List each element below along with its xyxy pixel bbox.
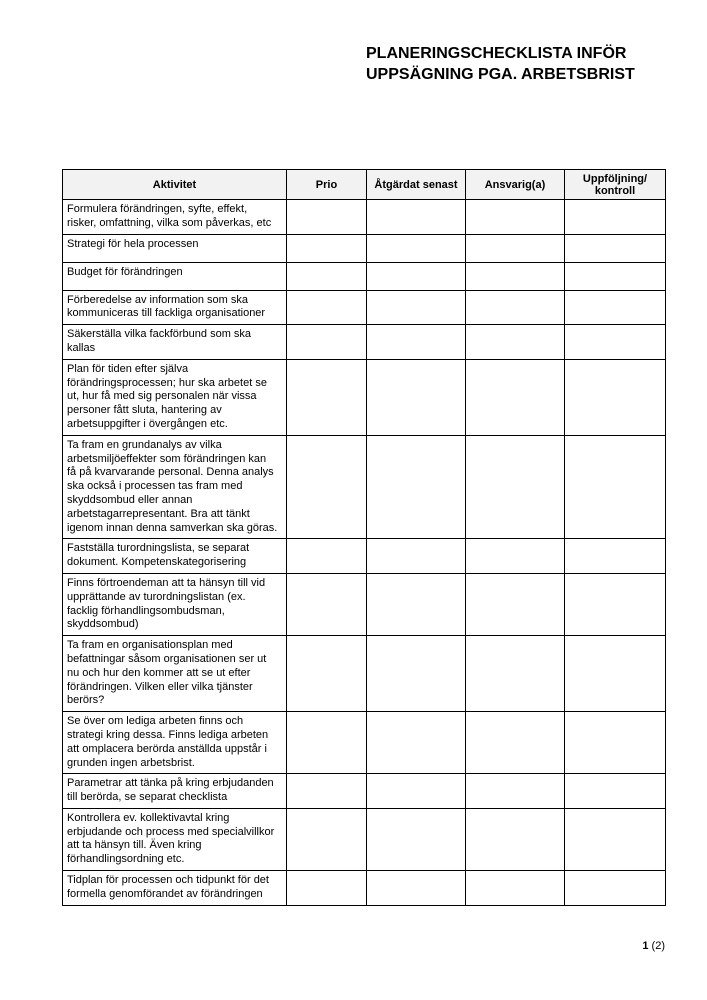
page-number	[62, 940, 665, 953]
uppfoljning-cell-empty[interactable]	[565, 290, 666, 325]
atgardat-cell-empty[interactable]	[367, 573, 466, 635]
document-title	[366, 43, 635, 85]
activity-cell	[63, 435, 287, 539]
prio-cell-empty[interactable]	[287, 871, 367, 906]
atgardat-cell-empty[interactable]	[367, 636, 466, 712]
table-row	[63, 262, 666, 290]
ansvarig-cell-empty[interactable]	[466, 573, 565, 635]
uppfoljning-cell-empty[interactable]	[565, 573, 666, 635]
activity-cell	[63, 539, 287, 574]
table-row	[63, 435, 666, 539]
page-number-total: (2)	[651, 940, 665, 952]
table-row	[63, 871, 666, 906]
activity-cell	[63, 712, 287, 774]
uppfoljning-cell-empty[interactable]	[565, 636, 666, 712]
atgardat-cell-empty[interactable]	[367, 774, 466, 809]
page-number-current: 1	[642, 940, 649, 952]
prio-cell-empty[interactable]	[287, 636, 367, 712]
uppfoljning-cell-empty[interactable]	[565, 808, 666, 870]
atgardat-cell-empty[interactable]	[367, 712, 466, 774]
activity-text: Se över om lediga arbeten finns och strategi kring dessa. Finns lediga arbeten att omplacera berörda anställda uppstår i grunden ingen arbetsbrist.	[67, 715, 269, 769]
uppfoljning-cell-empty[interactable]	[565, 774, 666, 809]
activity-cell	[63, 808, 287, 870]
table-row	[63, 573, 666, 635]
activity-text: Plan för tiden efter själva förändringsprocessen; hur ska arbetet se ut, hur få med sig personalen när vissa personer fått sluta, hantering av arbetsuppgifter i övergången etc.	[67, 362, 267, 430]
atgardat-cell-empty[interactable]	[367, 808, 466, 870]
activity-cell	[63, 200, 287, 235]
table-row	[63, 774, 666, 809]
header-uppfoljning-kontroll: Uppföljning/ kontroll	[565, 170, 666, 200]
activity-text: Säkerställa vilka fackförbund som ska kallas	[67, 328, 252, 354]
prio-cell-empty[interactable]	[287, 325, 367, 360]
ansvarig-cell-empty[interactable]	[466, 200, 565, 235]
atgardat-cell-empty[interactable]	[367, 234, 466, 262]
uppfoljning-cell-empty[interactable]	[565, 539, 666, 574]
uppfoljning-cell-empty[interactable]	[565, 325, 666, 360]
activity-cell	[63, 290, 287, 325]
ansvarig-cell-empty[interactable]	[466, 712, 565, 774]
ansvarig-cell-empty[interactable]	[466, 774, 565, 809]
header-aktivitet: Aktivitet	[63, 170, 287, 200]
ansvarig-cell-empty[interactable]	[466, 290, 565, 325]
prio-cell-empty[interactable]	[287, 774, 367, 809]
table-row	[63, 808, 666, 870]
table-header-row	[63, 170, 666, 200]
ansvarig-cell-empty[interactable]	[466, 435, 565, 539]
atgardat-cell-empty[interactable]	[367, 325, 466, 360]
activity-text: Parametrar att tänka på kring erbjudanden till berörda, se separat checklista	[67, 777, 274, 804]
uppfoljning-cell-empty[interactable]	[565, 200, 666, 235]
uppfoljning-cell-empty[interactable]	[565, 359, 666, 435]
prio-cell-empty[interactable]	[287, 290, 367, 325]
prio-cell-empty[interactable]	[287, 539, 367, 574]
activity-text: Ta fram en organisationsplan med befattningar såsom organisationen ser ut nu och hur den kommer att se ut efter förändringen. Vilken eller vilka tjänster berörs?	[67, 639, 267, 707]
atgardat-cell-empty[interactable]	[367, 871, 466, 906]
table-row	[63, 234, 666, 262]
activity-cell	[63, 636, 287, 712]
table-row	[63, 712, 666, 774]
table-row	[63, 200, 666, 235]
activity-text: Finns förtroendeman att ta hänsyn till vid upprättande av turordningslistan (ex. facklig förhandlingsombudsman, skyddsombud)	[67, 576, 266, 631]
activity-text: Budget för förändringen	[67, 265, 183, 278]
activity-cell	[63, 325, 287, 360]
header-ansvarig: Ansvarig(a)	[466, 170, 565, 200]
activity-cell	[63, 234, 287, 262]
table-row	[63, 636, 666, 712]
table-row	[63, 539, 666, 574]
activity-cell	[63, 871, 287, 906]
activity-text: Förberedelse av information som ska kommuniceras till fackliga organisationer	[67, 293, 266, 320]
title-line-2: UPPSÄGNING PGA. ARBETSBRIST	[366, 66, 635, 83]
ansvarig-cell-empty[interactable]	[466, 325, 565, 360]
activity-cell	[63, 573, 287, 635]
uppfoljning-cell-empty[interactable]	[565, 871, 666, 906]
activity-text: Kontrollera ev. kollektivavtal kring erbjudande och process med specialvillkor att ta hänsyn till. Även kring förhandlingsordning etc.	[67, 811, 275, 866]
activity-cell	[63, 774, 287, 809]
ansvarig-cell-empty[interactable]	[466, 636, 565, 712]
prio-cell-empty[interactable]	[287, 234, 367, 262]
activity-cell	[63, 359, 287, 435]
title-line-1: PLANERINGSCHECKLISTA INFÖR	[366, 45, 627, 62]
header-atgardat-senast: Åtgärdat senast	[367, 170, 466, 200]
table-row	[63, 325, 666, 360]
prio-cell-empty[interactable]	[287, 435, 367, 539]
prio-cell-empty[interactable]	[287, 200, 367, 235]
uppfoljning-cell-empty[interactable]	[565, 712, 666, 774]
table-row	[63, 359, 666, 435]
prio-cell-empty[interactable]	[287, 262, 367, 290]
uppfoljning-cell-empty[interactable]	[565, 262, 666, 290]
atgardat-cell-empty[interactable]	[367, 200, 466, 235]
prio-cell-empty[interactable]	[287, 359, 367, 435]
atgardat-cell-empty[interactable]	[367, 435, 466, 539]
checklist-table	[62, 169, 666, 906]
activity-text: Tidplan för processen och tidpunkt för det formella genomförandet av förändringen	[67, 874, 269, 900]
prio-cell-empty[interactable]	[287, 573, 367, 635]
atgardat-cell-empty[interactable]	[367, 290, 466, 325]
activity-text: Ta fram en grundanalys av vilka arbetsmiljöeffekter som förändringen kan få på kvarvarande personal. Denna analys ska också i processen tas fram med skyddsombud eller annan arbetstagarrepresentant. Bra att tänkt igenom innan denna samverkan ska göras.	[67, 438, 278, 534]
atgardat-cell-empty[interactable]	[367, 539, 466, 574]
activity-cell	[63, 262, 287, 290]
atgardat-cell-empty[interactable]	[367, 262, 466, 290]
ansvarig-cell-empty[interactable]	[466, 262, 565, 290]
ansvarig-cell-empty[interactable]	[466, 539, 565, 574]
prio-cell-empty[interactable]	[287, 808, 367, 870]
prio-cell-empty[interactable]	[287, 712, 367, 774]
table-row	[63, 290, 666, 325]
activity-text: Fastställa turordningslista, se separat dokument. Kompetenskategorisering	[67, 542, 250, 569]
ansvarig-cell-empty[interactable]	[466, 871, 565, 906]
uppfoljning-cell-empty[interactable]	[565, 435, 666, 539]
atgardat-cell-empty[interactable]	[367, 359, 466, 435]
ansvarig-cell-empty[interactable]	[466, 359, 565, 435]
ansvarig-cell-empty[interactable]	[466, 808, 565, 870]
uppfoljning-cell-empty[interactable]	[565, 234, 666, 262]
ansvarig-cell-empty[interactable]	[466, 234, 565, 262]
header-prio: Prio	[287, 170, 367, 200]
activity-text: Strategi för hela processen	[67, 237, 199, 250]
activity-text: Formulera förändringen, syfte, effekt, risker, omfattning, vilka som påverkas, etc	[67, 203, 272, 229]
